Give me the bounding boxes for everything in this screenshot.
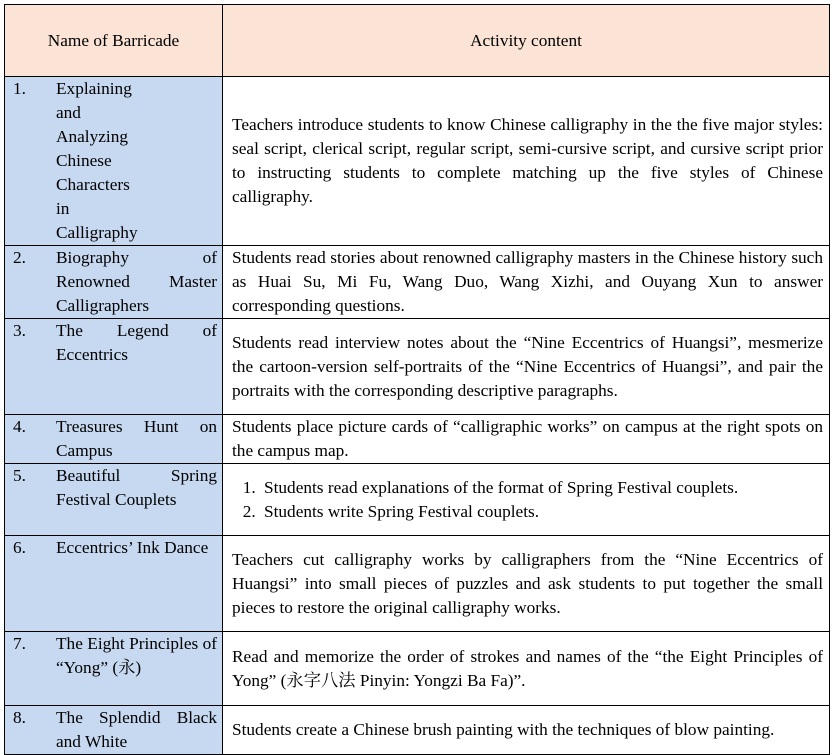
barricade-name: Explaining and Analyzing Chinese Characters in Calligraphy [56,79,138,242]
activity-content-list [223,464,830,536]
row-number: 5. [13,466,26,485]
barricade-name: The Eight Principles of “Yong” (永) [56,634,217,677]
table-row [5,319,830,415]
table-row [5,632,830,706]
activity-content: Read and memorize the order of strokes and names of the “the Eight Principles of Yong” (永字八法 Pinyin: Yongzi Ba Fa)”. [223,632,830,706]
activity-content: Teachers cut calligraphy works by calligraphers from the “Nine Eccentrics of Huangsi” into small pieces of puzzles and ask students to put together the small pieces to restore the original calligraphy works. [223,536,830,632]
barricade-name: Beautiful Spring Festival Couplets [56,466,217,509]
row-number: 3. [13,321,26,340]
row-number: 8. [13,708,26,727]
activity-content: Teachers introduce students to know Chinese calligraphy in the the five major styles: seal script, clerical script, regular script, semi-cursive script, and cursive script prior to instructing students to complete matching up the five styles of Chinese calligraphy. [223,77,830,246]
list-item: 1. Students read explanations of the format of Spring Festival couplets. [260,476,823,500]
barricade-activity-table [4,4,830,755]
barricade-name-cell [5,246,223,319]
table-row [5,77,830,246]
barricade-name-cell [5,464,223,536]
activity-content: Students create a Chinese brush painting with the techniques of blow painting. [223,706,830,755]
table-row [5,246,830,319]
table-row [5,536,830,632]
barricade-name: Eccentrics’ Ink Dance [56,538,209,557]
barricade-name-cell [5,319,223,415]
list-item: 2. Students write Spring Festival couplets. [260,500,823,524]
table-row [5,706,830,755]
header-name-of-barricade: Name of Barricade [5,5,223,77]
table-header-row [5,5,830,77]
table-row [5,464,830,536]
barricade-name-cell [5,706,223,755]
row-number: 6. [13,538,26,557]
table-row [5,415,830,464]
row-number: 7. [13,634,26,653]
barricade-name-cell [5,415,223,464]
row-number: 1. [13,79,26,98]
barricade-name-cell [5,536,223,632]
activity-content: Students read interview notes about the “Nine Eccentrics of Huangsi”, mesmerize the cartoon-version self-portraits of the “Nine Eccentrics of Huangsi”, and pair the portraits with the corresponding descriptive paragraphs. [223,319,830,415]
barricade-name-cell [5,77,223,246]
barricade-name: The Legend of Eccentrics [56,321,217,364]
row-number: 4. [13,417,26,436]
barricade-name: Treasures Hunt on Campus [56,417,217,460]
activity-content: Students place picture cards of “calligraphic works” on campus at the right spots on the campus map. [223,415,830,464]
header-activity-content: Activity content [223,5,830,77]
row-number: 2. [13,248,26,267]
barricade-name: The Splendid Black and White [56,708,217,751]
barricade-name: Biography of Renowned Master Calligraphers [56,248,217,315]
barricade-name-cell [5,632,223,706]
activity-content: Students read stories about renowned calligraphy masters in the Chinese history such as Huai Su, Mi Fu, Wang Duo, Wang Xizhi, and Ouyang Xun to answer corresponding questions. [223,246,830,319]
